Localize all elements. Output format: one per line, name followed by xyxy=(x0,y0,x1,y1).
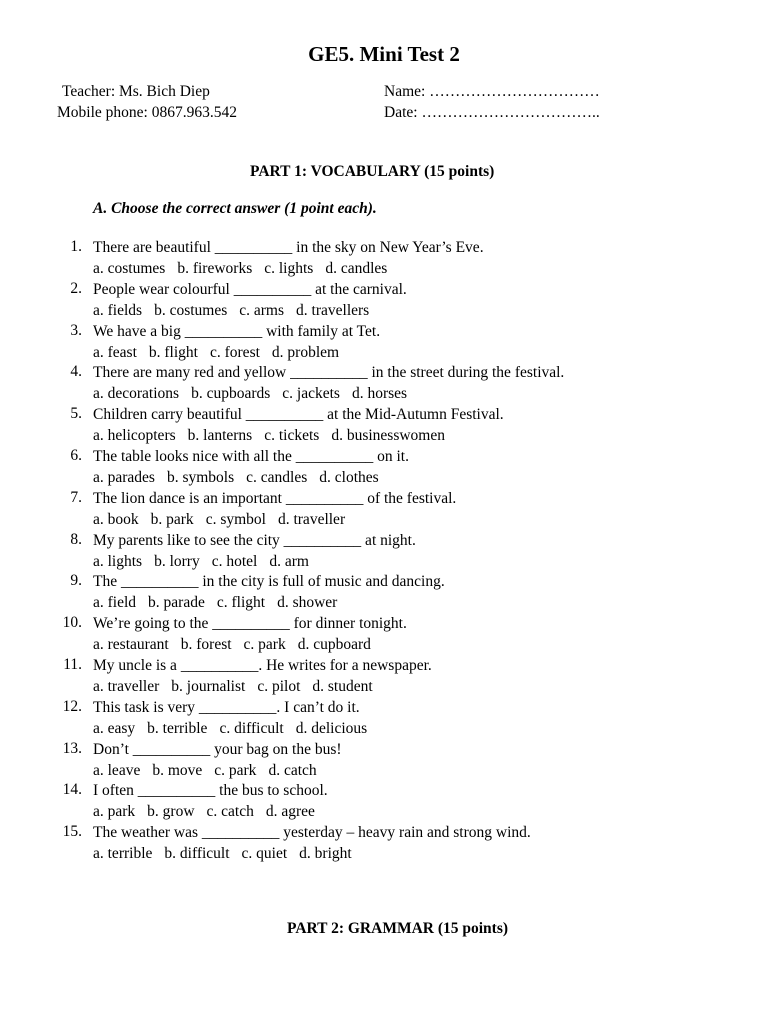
answer-options xyxy=(93,384,419,404)
question-item xyxy=(0,531,768,573)
answer-option: c. arms xyxy=(239,301,285,319)
question-item xyxy=(0,280,768,322)
answer-option: c. catch xyxy=(206,803,254,821)
answer-option: d. candles xyxy=(325,260,388,277)
question-stem: Don’t __________ your bag on the bus! xyxy=(93,740,342,758)
date-field: Date: …………………………….. xyxy=(384,104,600,121)
name-field: Name: …………………………… xyxy=(384,83,600,100)
answer-option: c. flight xyxy=(216,594,266,612)
part2-heading: PART 2: GRAMMAR (15 points) xyxy=(287,920,509,937)
question-item xyxy=(0,740,768,782)
answer-option: d. cupboard xyxy=(297,636,371,654)
question-item xyxy=(0,489,768,531)
question-item xyxy=(0,614,768,656)
question-item xyxy=(0,447,768,489)
question-number: 2. xyxy=(70,279,82,297)
question-number: 11. xyxy=(63,655,82,673)
question-item xyxy=(0,405,768,447)
answer-option: d. horses xyxy=(351,385,408,403)
question-number: 4. xyxy=(70,363,82,381)
question-stem: The table looks nice with all the __________ on it. xyxy=(93,447,409,465)
answer-option: d. delicious xyxy=(295,719,368,737)
answer-options xyxy=(93,426,457,446)
question-stem: There are many red and yellow __________ in the street during the festival. xyxy=(93,364,565,382)
answer-option: b. terrible xyxy=(147,719,208,737)
answer-option: d. student xyxy=(312,677,373,695)
answer-option: b. grow xyxy=(147,803,195,821)
answer-option: b. move xyxy=(152,761,203,779)
answer-option: b. parade xyxy=(148,594,205,612)
answer-option: b. costumes xyxy=(154,301,228,319)
question-item xyxy=(0,656,768,698)
question-stem: People wear colourful __________ at the carnival. xyxy=(93,280,407,298)
answer-options xyxy=(93,510,357,530)
answer-option: a. restaurant xyxy=(93,636,169,654)
answer-option: a. costumes xyxy=(93,260,166,277)
answer-option: b. flight xyxy=(148,343,198,361)
question-list xyxy=(0,238,768,865)
question-item xyxy=(0,781,768,823)
answer-option: a. traveller xyxy=(93,677,160,695)
answer-option: d. agree xyxy=(265,803,315,821)
answer-option: d. shower xyxy=(277,594,338,612)
question-number: 9. xyxy=(70,572,82,590)
question-stem: The __________ in the city is full of music and dancing. xyxy=(93,573,445,591)
answer-option: a. leave xyxy=(93,761,141,779)
question-stem: The lion dance is an important __________ of the festival. xyxy=(93,489,457,507)
question-stem: The weather was __________ yesterday – heavy rain and strong wind. xyxy=(93,824,531,842)
answer-option: a. field xyxy=(93,594,137,612)
answer-option: b. fireworks xyxy=(177,260,253,277)
answer-options xyxy=(93,844,364,864)
answer-options xyxy=(93,677,385,697)
answer-options xyxy=(93,343,351,363)
answer-option: c. candles xyxy=(246,468,308,486)
answer-options xyxy=(93,468,391,488)
answer-option: b. lanterns xyxy=(187,427,253,445)
question-stem: We’re going to the __________ for dinner tonight. xyxy=(93,615,407,633)
answer-option: c. symbol xyxy=(205,510,266,528)
answer-option: b. symbols xyxy=(166,468,235,486)
question-item xyxy=(0,823,768,865)
question-number: 8. xyxy=(70,530,82,548)
answer-option: a. parades xyxy=(93,468,155,486)
answer-option: a. easy xyxy=(93,719,136,737)
answer-option: c. forest xyxy=(209,343,260,361)
answer-option: a. fields xyxy=(93,301,143,319)
answer-option: d. traveller xyxy=(277,510,346,528)
answer-option: c. difficult xyxy=(219,719,284,737)
answer-options xyxy=(93,761,329,781)
answer-options xyxy=(93,301,381,321)
question-stem: My uncle is a __________. He writes for a newspaper. xyxy=(93,656,432,674)
answer-option: a. feast xyxy=(93,343,137,361)
question-item xyxy=(0,698,768,740)
question-stem: This task is very __________. I can’t do it. xyxy=(93,698,360,716)
question-stem: Children carry beautiful __________ at the Mid-Autumn Festival. xyxy=(93,406,504,424)
question-number: 10. xyxy=(62,614,82,632)
answer-options xyxy=(93,259,399,279)
question-stem: We have a big __________ with family at Tet. xyxy=(93,322,381,340)
question-number: 13. xyxy=(62,739,82,757)
question-item xyxy=(0,238,768,280)
part1-heading: PART 1: VOCABULARY (15 points) xyxy=(250,163,495,180)
answer-option: c. lights xyxy=(264,260,314,277)
question-number: 14. xyxy=(62,781,82,799)
question-item xyxy=(0,572,768,614)
answer-option: a. helicopters xyxy=(93,427,176,445)
question-number: 7. xyxy=(70,488,82,506)
answer-options xyxy=(93,719,379,739)
phone-label: Mobile phone: 0867.963.542 xyxy=(57,104,237,121)
question-number: 12. xyxy=(62,697,82,715)
answer-option: b. difficult xyxy=(164,845,230,863)
question-stem: I often __________ the bus to school. xyxy=(93,782,328,800)
question-item xyxy=(0,322,768,364)
answer-option: d. problem xyxy=(271,343,340,361)
question-number: 1. xyxy=(70,238,82,255)
answer-option: a. decorations xyxy=(93,385,180,403)
answer-option: a. park xyxy=(93,803,136,821)
answer-option: b. park xyxy=(150,510,194,528)
section-a-instruction: A. Choose the correct answer (1 point each). xyxy=(93,200,377,217)
question-number: 15. xyxy=(62,823,82,841)
question-number: 3. xyxy=(70,321,82,339)
answer-option: d. arm xyxy=(269,552,309,570)
answer-option: c. pilot xyxy=(257,677,301,695)
answer-options xyxy=(93,802,327,822)
answer-option: d. bright xyxy=(299,845,352,863)
answer-option: c. jackets xyxy=(282,385,340,403)
answer-option: d. businesswomen xyxy=(331,427,445,445)
answer-option: c. park xyxy=(243,636,286,654)
answer-option: b. lorry xyxy=(154,552,200,570)
answer-options xyxy=(93,593,349,613)
answer-option: d. catch xyxy=(268,761,317,779)
answer-option: c. park xyxy=(214,761,257,779)
page-title: GE5. Mini Test 2 xyxy=(308,42,460,66)
answer-option: b. forest xyxy=(180,636,232,654)
answer-option: c. tickets xyxy=(264,427,320,445)
answer-option: d. travellers xyxy=(296,301,370,319)
question-number: 5. xyxy=(70,405,82,423)
answer-option: a. lights xyxy=(93,552,143,570)
question-number: 6. xyxy=(70,446,82,464)
answer-option: d. clothes xyxy=(319,468,379,486)
answer-option: c. hotel xyxy=(211,552,258,570)
teacher-label: Teacher: Ms. Bich Diep xyxy=(62,83,210,100)
answer-option: b. journalist xyxy=(171,677,246,695)
answer-option: b. cupboards xyxy=(191,385,271,403)
answer-options xyxy=(93,635,383,655)
question-stem: My parents like to see the city __________ at night. xyxy=(93,531,416,549)
answer-option: c. quiet xyxy=(241,845,288,863)
answer-option: a. book xyxy=(93,510,139,528)
answer-option: a. terrible xyxy=(93,845,153,863)
answer-options xyxy=(93,552,321,572)
question-stem: There are beautiful __________ in the sky on New Year’s Eve. xyxy=(93,239,484,256)
question-item xyxy=(0,363,768,405)
